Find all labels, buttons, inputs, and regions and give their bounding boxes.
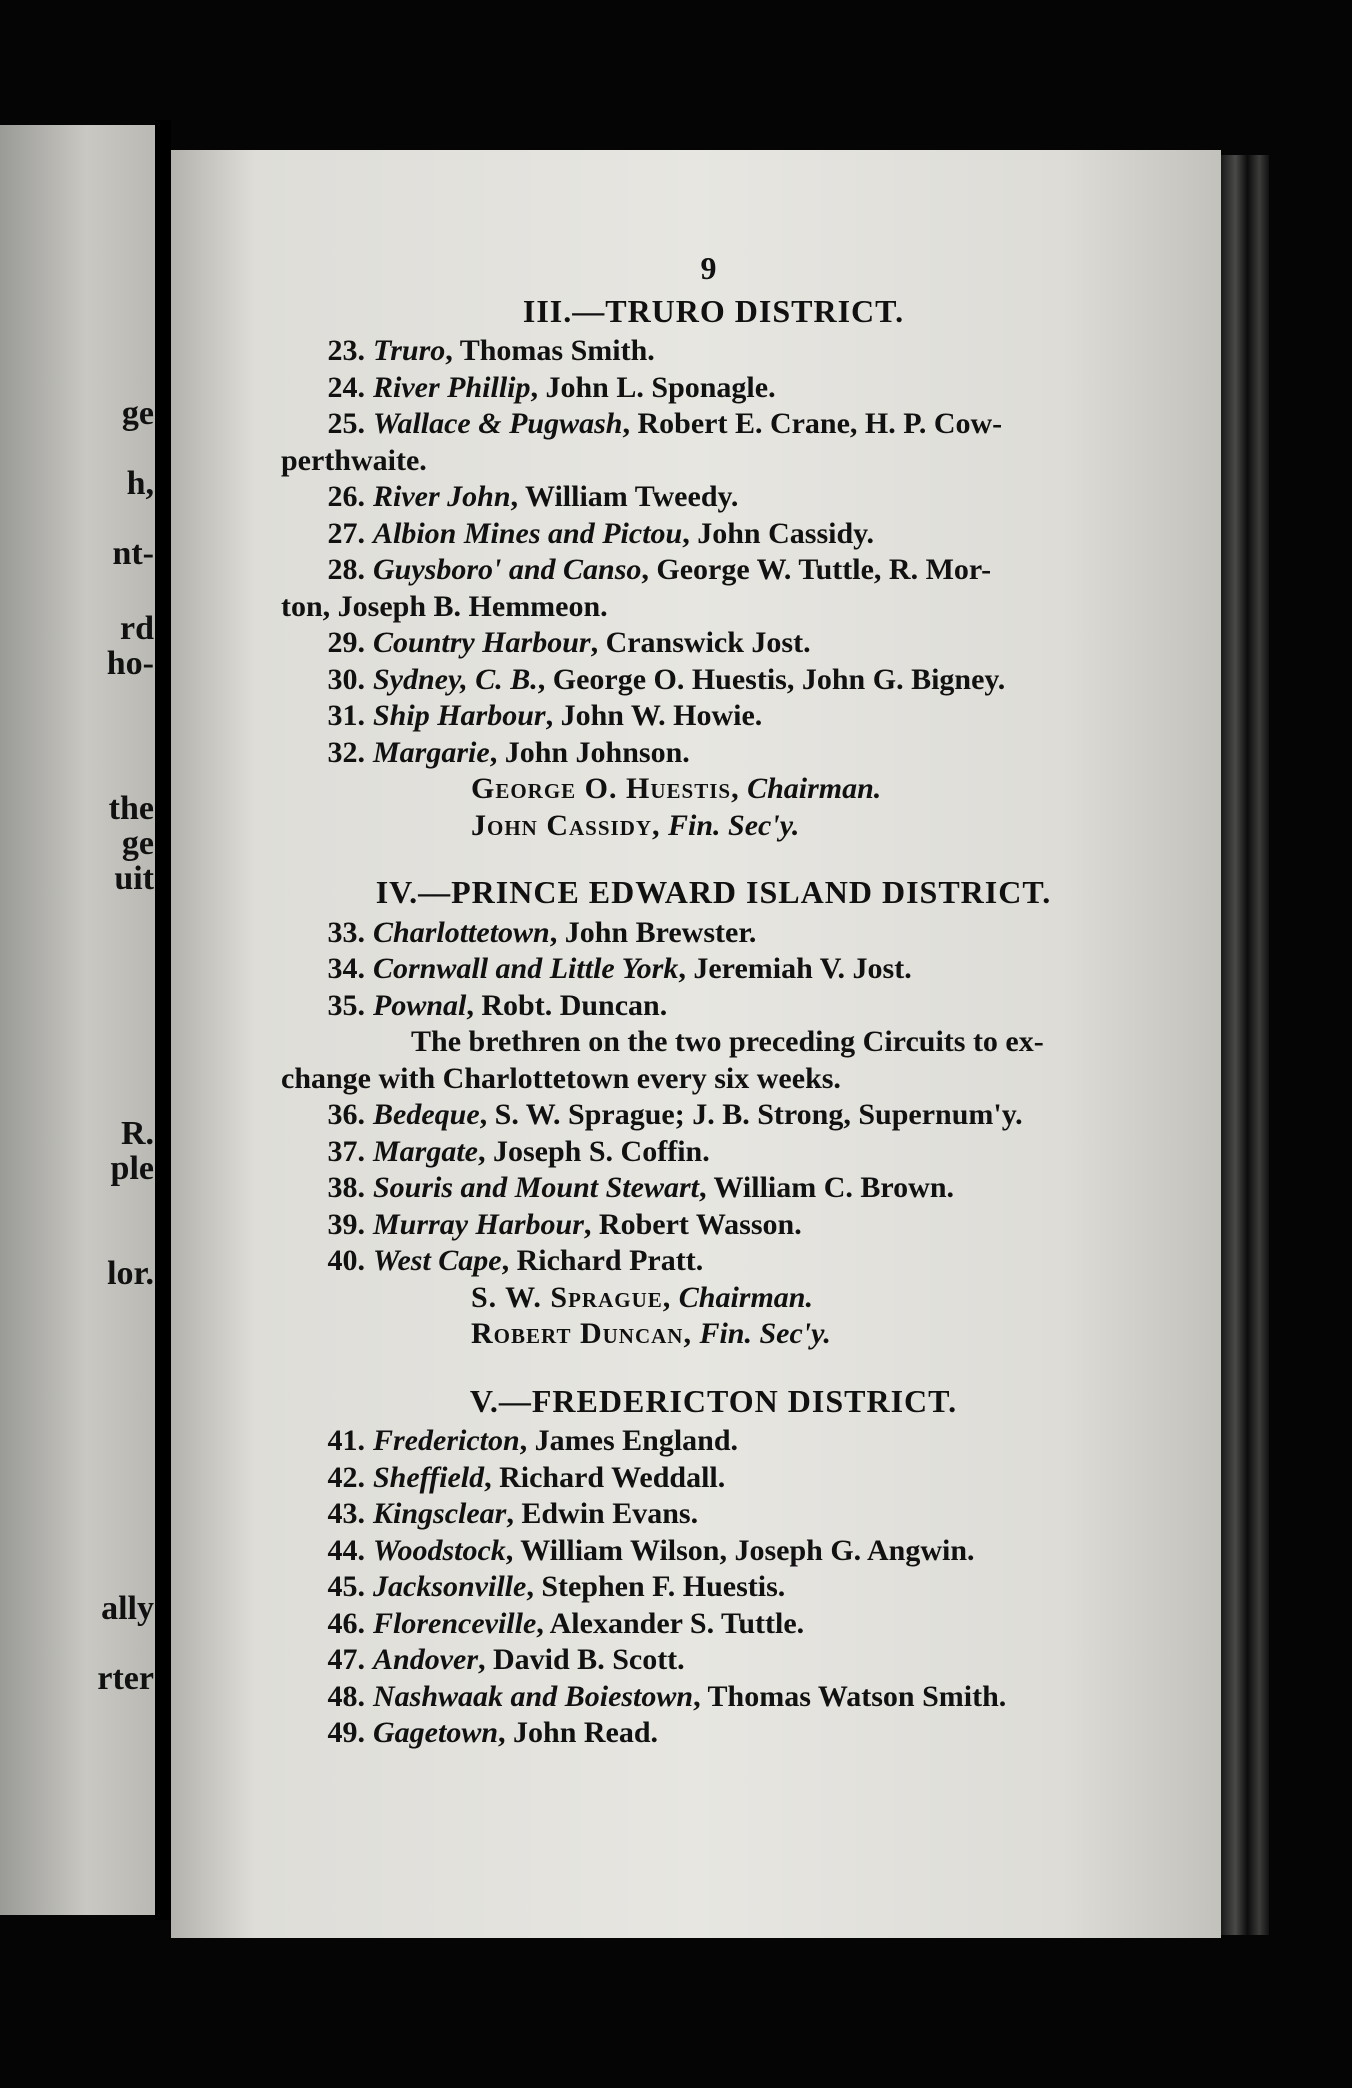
circuit-entry: 27. Albion Mines and Pictou, John Cassidy. bbox=[327, 516, 874, 550]
circuit-entry: 44. Woodstock, William Wilson, Joseph G. Angwin. bbox=[327, 1533, 975, 1567]
left-fragment: ally bbox=[101, 1590, 154, 1627]
left-fragment: ple bbox=[110, 1150, 154, 1187]
circuit-entry: 33. Charlottetown, John Brewster. bbox=[327, 915, 757, 949]
left-fragment: lor. bbox=[107, 1255, 154, 1292]
left-fragment: ho- bbox=[106, 645, 154, 682]
left-fragment: ge bbox=[121, 395, 154, 432]
page-number: 9 bbox=[700, 250, 717, 286]
circuit-entry: 46. Florenceville, Alexander S. Tuttle. bbox=[327, 1606, 805, 1640]
left-fragment: h, bbox=[126, 465, 154, 502]
circuit-entry: 28. Guysboro' and Canso, George W. Tuttle, R. Mor- bbox=[327, 553, 992, 586]
circuit-entry: 35. Pownal, Robt. Duncan. bbox=[327, 988, 668, 1022]
left-fragment: uit bbox=[114, 860, 154, 897]
left-fragment: the bbox=[108, 790, 154, 827]
circuit-entry: 34. Cornwall and Little York, Jeremiah V. Jost. bbox=[327, 952, 912, 985]
circuit-entry: 32. Margarie, John Johnson. bbox=[327, 735, 690, 769]
left-page-edge bbox=[0, 125, 158, 1915]
circuit-entry: 29. Country Harbour, Cranswick Jost. bbox=[327, 626, 811, 659]
circuit-note: The brethren on the two preceding Circuits to ex- bbox=[411, 1025, 1044, 1058]
chairman-signature: George O. Huestis, Chairman. bbox=[471, 772, 882, 805]
circuit-entry: 24. River Phillip, John L. Sponagle. bbox=[327, 370, 776, 404]
circuit-entry: 23. Truro, Thomas Smith. bbox=[327, 334, 655, 367]
circuit-entry: 47. Andover, David B. Scott. bbox=[327, 1643, 685, 1676]
circuit-entry: 37. Margate, Joseph S. Coffin. bbox=[327, 1134, 710, 1168]
page-stack-edge bbox=[1221, 155, 1269, 1935]
left-fragment: R. bbox=[120, 1115, 154, 1152]
district-heading: V.—FREDERICTON DISTRICT. bbox=[469, 1382, 958, 1419]
left-fragment: rter bbox=[97, 1660, 154, 1697]
circuit-entry: 38. Souris and Mount Stewart, William C. Brown. bbox=[327, 1171, 955, 1204]
left-fragment: nt- bbox=[112, 535, 154, 572]
page-content bbox=[281, 250, 1106, 1752]
district-heading: IV.—PRINCE EDWARD ISLAND DISTRICT. bbox=[375, 874, 1052, 910]
chairman-signature: S. W. Sprague, Chairman. bbox=[471, 1280, 813, 1314]
circuit-entry: 30. Sydney, C. B., George O. Huestis, John G. Bigney. bbox=[327, 662, 1006, 696]
secretary-signature: John Cassidy, Fin. Sec'y. bbox=[471, 808, 800, 842]
circuit-entry: 40. West Cape, Richard Pratt. bbox=[327, 1244, 704, 1277]
circuit-entry: 39. Murray Harbour, Robert Wasson. bbox=[327, 1207, 802, 1241]
circuit-entry: 41. Fredericton, James England. bbox=[327, 1424, 739, 1457]
circuit-entry-continuation: ton, Joseph B. Hemmeon. bbox=[281, 589, 608, 623]
district-heading: III.—TRURO DISTRICT. bbox=[522, 292, 905, 329]
circuit-entry: 49. Gagetown, John Read. bbox=[327, 1716, 659, 1749]
left-fragment: rd bbox=[120, 610, 154, 647]
circuit-entry: 43. Kingsclear, Edwin Evans. bbox=[327, 1497, 699, 1530]
circuit-entry: 36. Bedeque, S. W. Sprague; J. B. Strong, Supernum'y. bbox=[327, 1098, 1023, 1131]
circuit-entry: 26. River John, William Tweedy. bbox=[327, 480, 739, 513]
circuit-entry: 42. Sheffield, Richard Weddall. bbox=[327, 1460, 726, 1494]
circuit-note-continuation: change with Charlottetown every six weeks. bbox=[281, 1061, 841, 1095]
book-gutter bbox=[155, 120, 171, 1920]
book-page bbox=[171, 150, 1221, 1938]
circuit-entry: 45. Jacksonville, Stephen F. Huestis. bbox=[327, 1570, 786, 1603]
left-fragment: ge bbox=[121, 825, 154, 862]
circuit-entry: 25. Wallace & Pugwash, Robert E. Crane, H. P. Cow- bbox=[327, 407, 1003, 440]
circuit-entry: 31. Ship Harbour, John W. Howie. bbox=[327, 699, 763, 732]
circuit-entry-continuation: perthwaite. bbox=[281, 443, 427, 477]
circuit-entry: 48. Nashwaak and Boiestown, Thomas Watson Smith. bbox=[327, 1679, 1007, 1713]
secretary-signature: Robert Duncan, Fin. Sec'y. bbox=[471, 1317, 831, 1350]
